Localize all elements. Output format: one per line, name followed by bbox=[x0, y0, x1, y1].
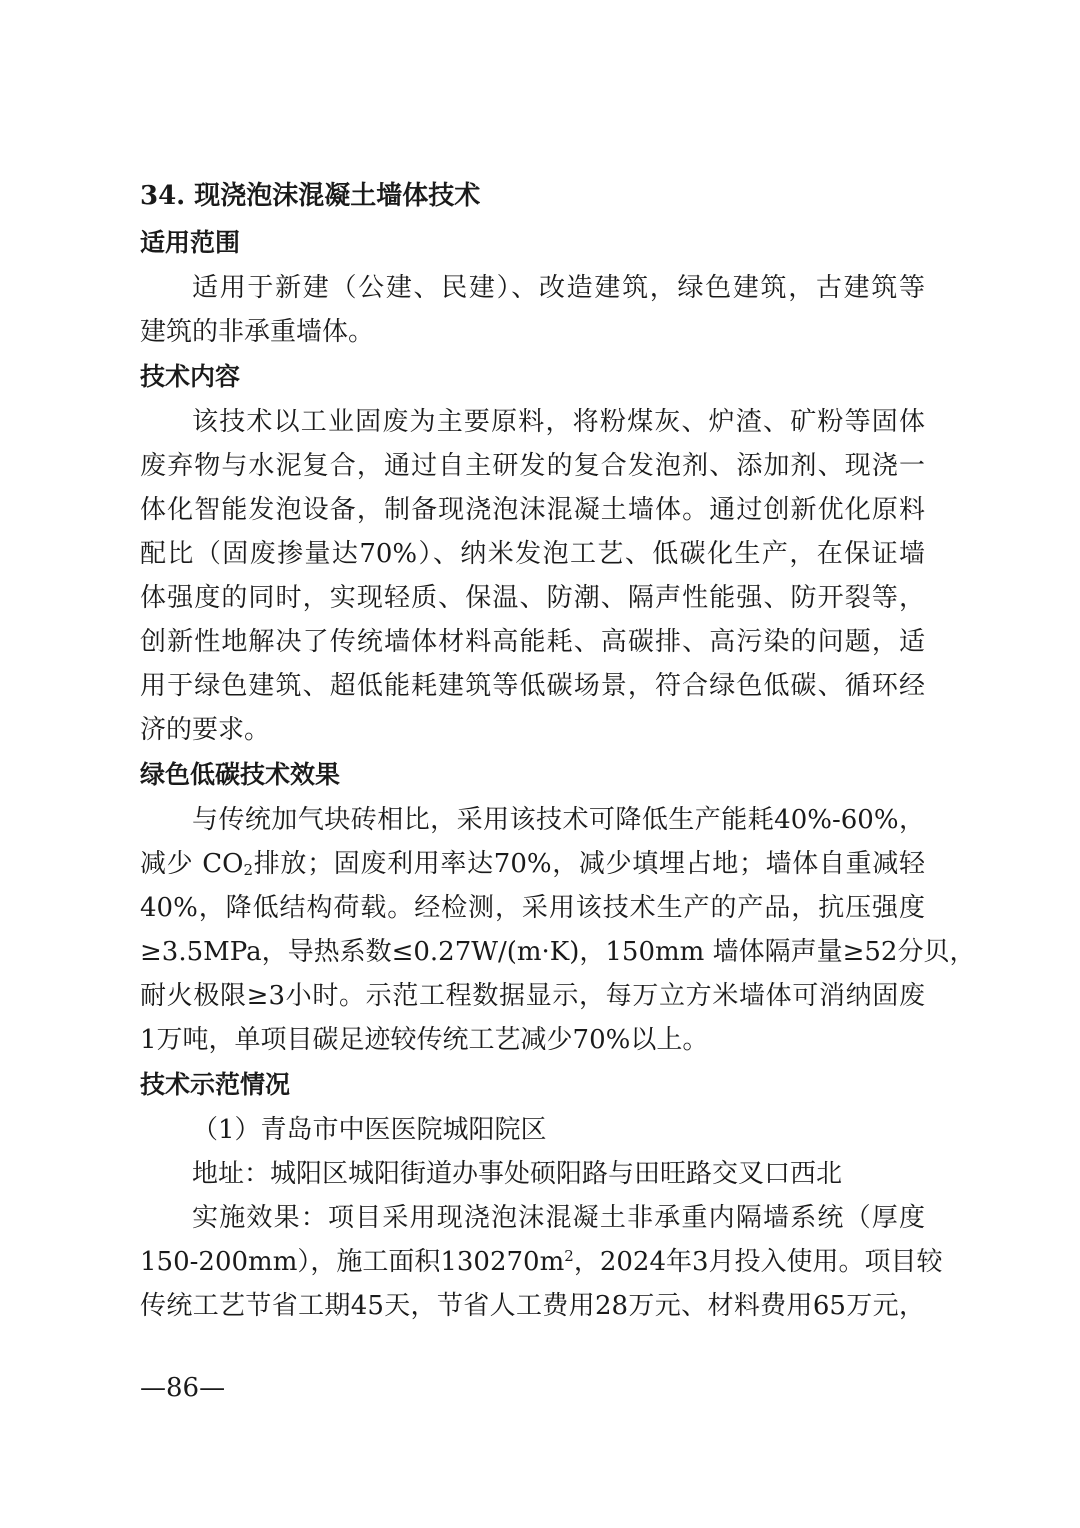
page-number: —86— bbox=[140, 1373, 226, 1403]
heading-effect: 绿色低碳技术效果 bbox=[140, 760, 341, 789]
co2-subscript: 2 bbox=[243, 861, 254, 879]
content-line-6: 创新性地解决了传统墙体材料高能耗、高碳排、高污染的问题，适 bbox=[140, 627, 925, 657]
effect-line-6: 1万吨，单项目碳足迹较传统工艺减少70%以上。 bbox=[140, 1025, 709, 1055]
effect-line-4: ≥3.5MPa，导热系数≤0.27W/(m·K)，150mm 墙体隔声量≥52分贝， bbox=[140, 937, 976, 967]
demo-result-2a: 150-200mm），施工面积130270m bbox=[140, 1247, 565, 1277]
effect-line-2a: 减少 CO bbox=[140, 849, 244, 879]
heading-demo: 技术示范情况 bbox=[140, 1070, 291, 1099]
content-line-4: 配比（固废掺量达70%）、纳米发泡工艺、低碳化生产，在保证墙 bbox=[140, 539, 925, 569]
section-title: 34. 现浇泡沫混凝土墙体技术 bbox=[140, 181, 481, 211]
heading-scope: 适用范围 bbox=[140, 228, 241, 257]
effect-line-5: 耐火极限≥3小时。示范工程数据显示，每万立方米墙体可消纳固废 bbox=[140, 981, 925, 1011]
effect-line-2b: 排放；固废利用率达70%，减少填埋占地；墙体自重减轻 bbox=[253, 849, 925, 879]
demo-address: 地址：城阳区城阳街道办事处硕阳路与田旺路交叉口西北 bbox=[192, 1159, 843, 1189]
effect-line-1: 与传统加气块砖相比，采用该技术可降低生产能耗40%-60%， bbox=[192, 805, 925, 835]
content-line-1: 该技术以工业固废为主要原料，将粉煤灰、炉渣、矿粉等固体 bbox=[192, 407, 925, 437]
demo-result-line-2 bbox=[140, 1240, 943, 1284]
demo-result-line-3: 传统工艺节省工期45天，节省人工费用28万元、材料费用65万元， bbox=[140, 1291, 925, 1321]
content-line-2: 废弃物与水泥复合，通过自主研发的复合发泡剂、添加剂、现浇一 bbox=[140, 451, 925, 481]
document-body bbox=[140, 172, 976, 1328]
effect-line-3: 40%，降低结构荷载。经检测，采用该技术生产的产品，抗压强度 bbox=[140, 893, 925, 923]
content-line-7: 用于绿色建筑、超低能耗建筑等低碳场景，符合绿色低碳、循环经 bbox=[140, 671, 925, 701]
content-line-8: 济的要求。 bbox=[140, 715, 271, 745]
content-line-3: 体化智能发泡设备，制备现浇泡沫混凝土墙体。通过创新优化原料 bbox=[140, 495, 925, 525]
demo-result-line-1: 实施效果：项目采用现浇泡沫混凝土非承重内隔墙系统（厚度 bbox=[192, 1203, 925, 1233]
demo-item-1: （1）青岛市中医医院城阳院区 bbox=[192, 1115, 547, 1145]
scope-line-2: 建筑的非承重墙体。 bbox=[140, 317, 375, 347]
content-line-5: 体强度的同时，实现轻质、保温、防潮、隔声性能强、防开裂等， bbox=[140, 583, 925, 613]
m2-superscript: 2 bbox=[564, 1247, 574, 1265]
scope-line-1: 适用于新建（公建、民建）、改造建筑，绿色建筑，古建筑等 bbox=[192, 273, 925, 303]
demo-result-2b: ，2024年3月投入使用。项目较 bbox=[573, 1247, 943, 1277]
effect-line-2 bbox=[140, 842, 925, 886]
heading-content: 技术内容 bbox=[140, 362, 241, 391]
